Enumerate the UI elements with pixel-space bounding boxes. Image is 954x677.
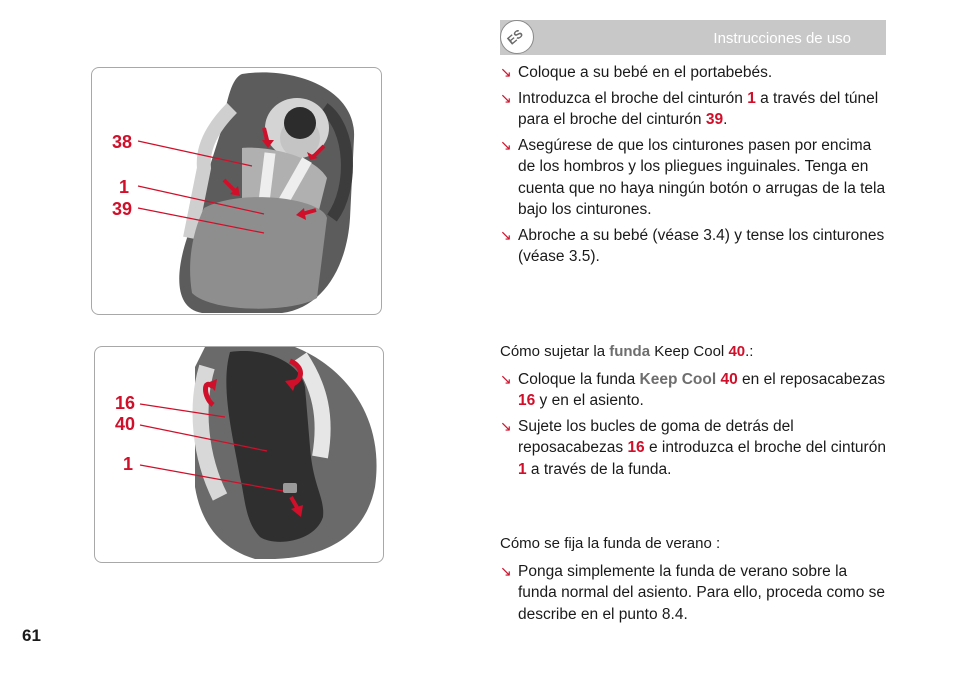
language-code: ES <box>504 26 526 48</box>
instruction-item: ↘ Abroche a su bebé (véase 3.4) y tense los cinturones (véase 3.5). <box>500 226 885 265</box>
keep-cool-illustration <box>95 347 384 563</box>
instruction-item: ↘ Coloque a su bebé en el portabebés. <box>500 62 890 84</box>
figure-keep-cool-cover <box>94 346 384 563</box>
page-number: 61 <box>22 626 41 645</box>
arrow-bullet-icon: ↘ <box>500 226 512 243</box>
instruction-item: ↘ Asegúrese de que los cinturones pasen por encima de los hombros y los pliegues inguinales. Tenga en cuenta que no haya ningún botón o arrugas de la tela bajo los cinturones. <box>500 136 886 218</box>
arrow-bullet-icon: ↘ <box>500 89 512 106</box>
section-summer-cover <box>500 533 890 629</box>
callout-38: 38 <box>112 132 133 152</box>
instruction-item: ↘ Coloque la funda Keep Cool 40 en el reposacabezas 16 y en el asiento. <box>500 370 886 409</box>
figure-baby-in-seat <box>91 67 382 315</box>
instruction-item: ↘ Ponga simplemente la funda de verano sobre la funda normal del asiento. Para ello, proceda como se describe en el punto 8.4. <box>500 562 886 623</box>
header-bar <box>500 20 886 55</box>
instruction-item: ↘ Sujete los bucles de goma de detrás del reposacabezas 16 e introduzca el broche del cinturón 1 a través de la funda. <box>500 417 886 478</box>
callout-1: 1 <box>119 177 130 197</box>
section-heading: Cómo se fija la funda de verano : <box>500 535 721 552</box>
section-instructions <box>500 62 890 272</box>
arrow-bullet-icon: ↘ <box>500 417 512 434</box>
callout-40: 40 <box>115 414 136 434</box>
header-title: Instrucciones de uso <box>713 30 851 47</box>
callout-1-b: 1 <box>123 454 134 474</box>
arrow-bullet-icon: ↘ <box>500 64 512 80</box>
arrow-bullet-icon: ↘ <box>500 136 512 153</box>
instruction-item: ↘ Introduzca el broche del cinturón 1 a través del túnel para el broche del cinturón 39. <box>500 89 879 128</box>
section-keep-cool <box>500 341 890 484</box>
arrow-bullet-icon: ↘ <box>500 370 512 387</box>
language-badge <box>500 20 534 54</box>
arrow-bullet-icon: ↘ <box>500 562 512 579</box>
callout-39: 39 <box>112 199 133 219</box>
baby-seat-illustration <box>92 68 382 315</box>
callout-16: 16 <box>115 393 136 413</box>
section-heading: Cómo sujetar la funda Keep Cool 40.: <box>500 343 754 360</box>
